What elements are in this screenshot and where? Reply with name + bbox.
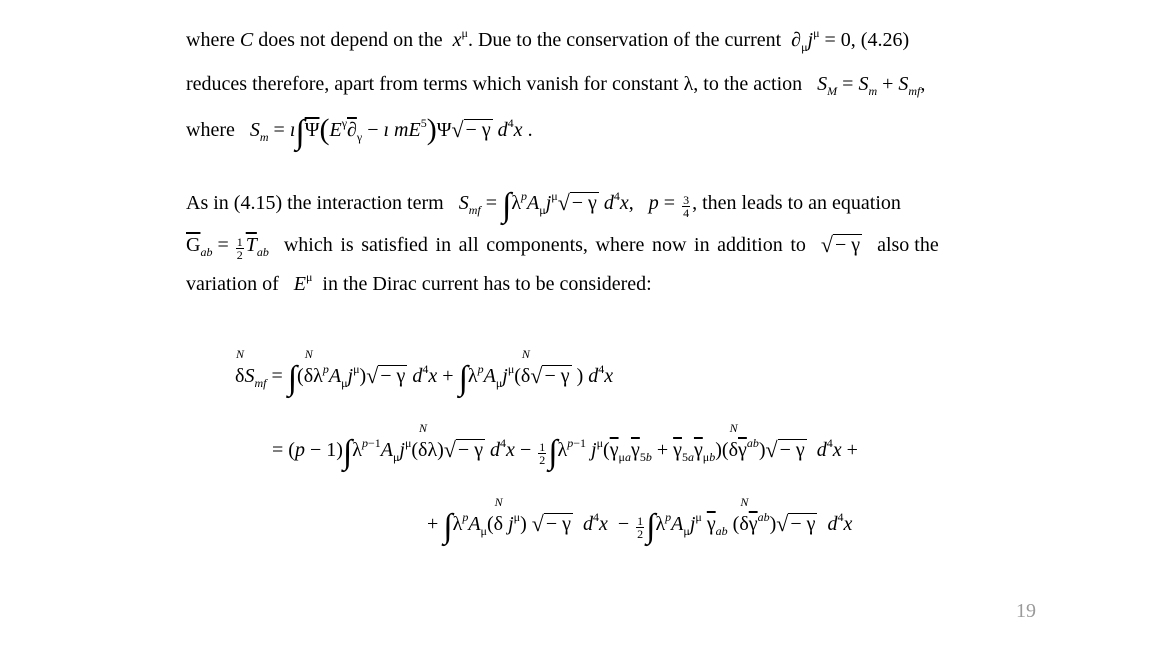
text-period: .	[527, 119, 533, 141]
para2-line2	[186, 233, 939, 261]
n-label: N	[419, 421, 428, 435]
math-Smf-definition: $S_{mf} = \int\lambda^pA_\mu j^\mu√ - \gamma$ $d^4x$, p = $\frac{3}{4}$	[458, 187, 690, 224]
page-number: 19	[1016, 600, 1036, 622]
text-then-leads: , then leads to an equation	[692, 192, 901, 214]
n-label: N	[304, 347, 313, 361]
para1-line2	[186, 72, 925, 96]
math-current-conservation: $\partial_\mu j^\mu = 0$	[786, 26, 851, 54]
math-Sm-definition: $S_m$ = $ı\int\overline{\Psi}(E^\gamma\partial_\gamma$ − ı $mE^5)\Psi√ - \gamma$ $d^4x$	[249, 113, 523, 151]
n-label: N	[494, 495, 503, 509]
math-G-equation: $\overline{G}_{ab}$ = $\frac{1}{2}$ $\overline{T}_{ab}$	[186, 234, 269, 262]
para2-line1	[186, 187, 901, 224]
math-sqrt-gamma: √ − γ	[820, 232, 861, 257]
equation-line-2: = $(p - 1)\int\lambda^{p-1}A_\mu j^\mu(\delta$ N λ)√ − γ $d^4x$ − $\frac{1}{2}$ $\int\lambda^{p-1}$ $j^\mu(\overline{\gamma}_{\mu a}\overline{\gamma}_{5b} + \overline{\gamma}_{5a}\overline{\gamma}_{\mu b})(\delta$ N $\overline{\gamma}^{ab})√ - \gamma$ $d^4x$ +	[272, 438, 858, 466]
text-equation-ref-426: , (4.26)	[850, 29, 910, 51]
equation-line-3: + $\int\lambda^pA_\mu(\delta$ N $j^\mu$) √ − γ $d^4x$ − $\frac{1}{2}$ $\int\lambda^pA_\mu j^\mu$ $\overline{\gamma}_{ab}$ (δ N $\overline{\gamma}^{ab})√ - \gamma$ $d^4x$	[427, 512, 852, 540]
text-due-to-conservation: . Due to the conservation of the current	[467, 29, 782, 51]
text-also-the: also the	[877, 234, 939, 256]
text-in-dirac-current: in the Dirac current has to be considered:	[322, 273, 652, 295]
para1-line1	[186, 28, 909, 52]
n-label: N	[236, 347, 245, 361]
text-does-not-depend: does not depend on the	[258, 29, 443, 51]
math-action-SM: $S_M = S_m + S_{mf}$	[817, 73, 921, 98]
text-as-in-415: As in (4.15) the interaction term	[186, 192, 444, 214]
math-x-mu: $x^\mu$	[452, 26, 468, 51]
var-C: C	[239, 29, 254, 51]
n-label: N	[729, 421, 738, 435]
text-comma: ,	[920, 73, 926, 95]
equation-line-1: δ N $S_{mf} = \int(\delta$ N $\lambda^pA_\mu j^\mu)√ - \gamma$ $d^4x + \int\lambda^pA_\mu j^\mu(\delta$ N √ − γ ) $d^4x$	[235, 364, 613, 388]
text-which-is-satisfied: which is satisfied in all components, where now in addition to	[283, 234, 806, 256]
text-where-2: where	[186, 119, 235, 141]
text-where: where	[186, 29, 235, 51]
text-reduces-therefore: reduces therefore, apart from terms which vanish for constant λ, to the action	[186, 73, 803, 95]
math-E-mu: $E^\mu$	[293, 270, 313, 295]
text-variation-of: variation of	[186, 273, 279, 295]
n-label: N	[740, 495, 749, 509]
para1-line3	[186, 113, 533, 151]
n-label: N	[521, 347, 530, 361]
para2-line3	[186, 272, 652, 296]
